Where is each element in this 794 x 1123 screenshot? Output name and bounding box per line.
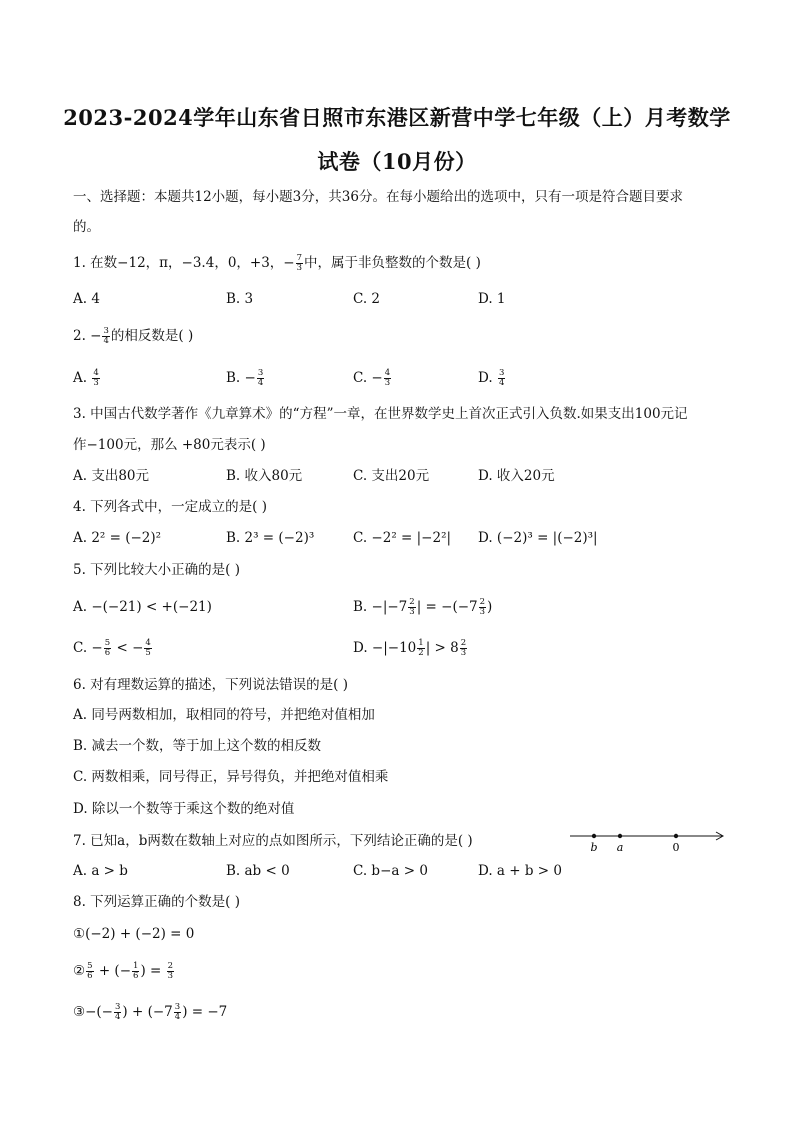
question-4-option-a[interactable]: A. 2² = (−2)² bbox=[73, 530, 162, 546]
question-1-option-b[interactable]: B. 3 bbox=[226, 291, 254, 307]
fraction: $\frac{3}{4}$ bbox=[174, 1002, 181, 1022]
exam-title-line2: 试卷（10月份） bbox=[317, 149, 477, 174]
question-7-option-d[interactable]: D. a + b > 0 bbox=[478, 863, 562, 879]
point-a bbox=[618, 834, 622, 838]
question-2-option-d[interactable]: D. $\frac{3}{4}$ bbox=[478, 368, 505, 388]
fraction: $\frac{3}{4}$ bbox=[115, 1002, 121, 1022]
question-3-stem-line2: 作−100元，那么 +80元表示( ) bbox=[73, 437, 266, 453]
question-5-stem: 5. 下列比较大小正确的是( ) bbox=[73, 562, 240, 578]
question-7-stem: 7. 已知a，b两数在数轴上对应的点如图所示，下列结论正确的是( ) bbox=[73, 833, 473, 849]
question-7-option-c[interactable]: C. b−a > 0 bbox=[353, 863, 428, 879]
section-instructions-line2: 的。 bbox=[73, 219, 100, 235]
fraction: $\frac{5}{6}$ bbox=[87, 961, 93, 981]
fraction: $\frac{5}{6}$ bbox=[104, 638, 111, 658]
section-instructions-line1: 一、选择题：本题共12小题，每小题3分，共36分。在每小题给出的选项中，只有一项是符合题目要求 bbox=[73, 189, 683, 205]
question-2-option-b[interactable]: B. − $\frac{3}{4}$ bbox=[226, 368, 264, 388]
label-b: b bbox=[590, 841, 598, 854]
number-line-figure bbox=[570, 828, 730, 858]
question-2-option-c[interactable]: C. − $\frac{4}{3}$ bbox=[353, 368, 391, 388]
fraction: $\frac{3}{4}$ bbox=[257, 368, 264, 388]
question-7-option-a[interactable]: A. a > b bbox=[73, 863, 128, 879]
question-8-item-1: ①(−2) + (−2) = 0 bbox=[73, 926, 195, 942]
question-2-stem: 2. − $\frac{3}{4}$ 的相反数是( ) bbox=[73, 326, 194, 346]
label-zero: 0 bbox=[672, 841, 680, 854]
question-6-option-d[interactable]: D. 除以一个数等于乘这个数的绝对值 bbox=[73, 801, 295, 817]
question-6-option-b[interactable]: B. 减去一个数，等于加上这个数的相反数 bbox=[73, 738, 322, 754]
question-6-stem: 6. 对有理数运算的描述，下列说法错误的是( ) bbox=[73, 677, 348, 693]
question-4-option-d[interactable]: D. (−2)³ = |(−2)³| bbox=[478, 530, 598, 546]
question-4-option-b[interactable]: B. 2³ = (−2)³ bbox=[226, 530, 315, 546]
exam-title-line1: 2023-2024学年山东省日照市东港区新营中学七年级（上）月考数学 bbox=[63, 105, 731, 130]
question-1-option-c[interactable]: C. 2 bbox=[353, 291, 381, 307]
question-1-option-d[interactable]: D. 1 bbox=[478, 291, 506, 307]
fraction: $\frac{4}{3}$ bbox=[93, 368, 99, 388]
fraction: $\frac{3}{4}$ bbox=[103, 326, 109, 346]
fraction: $\frac{1}{6}$ bbox=[133, 961, 139, 981]
question-4-stem: 4. 下列各式中，一定成立的是( ) bbox=[73, 499, 267, 515]
question-6-option-a[interactable]: A. 同号两数相加，取相同的符号，并把绝对值相加 bbox=[73, 707, 375, 723]
question-2-option-a[interactable]: A. $\frac{4}{3}$ bbox=[73, 368, 99, 388]
fraction: $\frac{4}{3}$ bbox=[384, 368, 391, 388]
question-3-option-a[interactable]: A. 支出80元 bbox=[73, 468, 150, 484]
question-8-item-2: ② $\frac{5}{6}$ + (− $\frac{1}{6}$ ) = $\frac{2}{3}$ bbox=[73, 961, 174, 981]
question-3-option-d[interactable]: D. 收入20元 bbox=[478, 468, 555, 484]
fraction: $\frac{2}{3}$ bbox=[409, 597, 415, 617]
question-5-option-c[interactable]: C. − $\frac{5}{6}$ < − $\frac{4}{5}$ bbox=[73, 638, 151, 658]
fraction: $\frac{2}{3}$ bbox=[460, 638, 467, 658]
question-1-stem: 1. 在数−12，π，−3.4，0，+3，− $\frac{7}{3}$ 中，属于非负整数的个数是( ) bbox=[73, 253, 481, 273]
question-4-option-c[interactable]: C. −2² = |−2²| bbox=[353, 530, 452, 546]
question-1-option-a[interactable]: A. 4 bbox=[73, 291, 100, 307]
question-8-item-3: ③−(− $\frac{3}{4}$ ) + (−7 $\frac{3}{4}$ ) = −7 bbox=[73, 1002, 228, 1022]
fraction: $\frac{1}{2}$ bbox=[418, 638, 424, 658]
question-5-option-b[interactable]: B. −|−7 $\frac{2}{3}$ | = −(−7 $\frac{2}{3}$ ) bbox=[353, 597, 493, 617]
question-7-option-b[interactable]: B. ab < 0 bbox=[226, 863, 290, 879]
label-a: a bbox=[616, 841, 624, 854]
point-b bbox=[592, 834, 596, 838]
question-8-stem: 8. 下列运算正确的个数是( ) bbox=[73, 894, 240, 910]
question-5-option-d[interactable]: D. −|−10 $\frac{1}{2}$ | > 8 $\frac{2}{3}$ bbox=[353, 638, 467, 658]
fraction: $\frac{4}{5}$ bbox=[145, 638, 151, 658]
fraction: $\frac{2}{3}$ bbox=[479, 597, 486, 617]
point-origin bbox=[674, 834, 678, 838]
question-6-option-c[interactable]: C. 两数相乘，同号得正，异号得负，并把绝对值相乘 bbox=[73, 769, 389, 785]
question-3-option-b[interactable]: B. 收入80元 bbox=[226, 468, 303, 484]
question-5-option-a[interactable]: A. −(−21) < +(−21) bbox=[73, 599, 212, 615]
fraction: $\frac{7}{3}$ bbox=[296, 253, 303, 273]
question-3-stem-line1: 3. 中国古代数学著作《九章算术》的“方程”一章，在世界数学史上首次正式引入负数.如果支出100元记 bbox=[73, 406, 688, 422]
fraction: $\frac{3}{4}$ bbox=[498, 368, 505, 388]
question-3-option-c[interactable]: C. 支出20元 bbox=[353, 468, 430, 484]
fraction: $\frac{2}{3}$ bbox=[167, 961, 174, 981]
